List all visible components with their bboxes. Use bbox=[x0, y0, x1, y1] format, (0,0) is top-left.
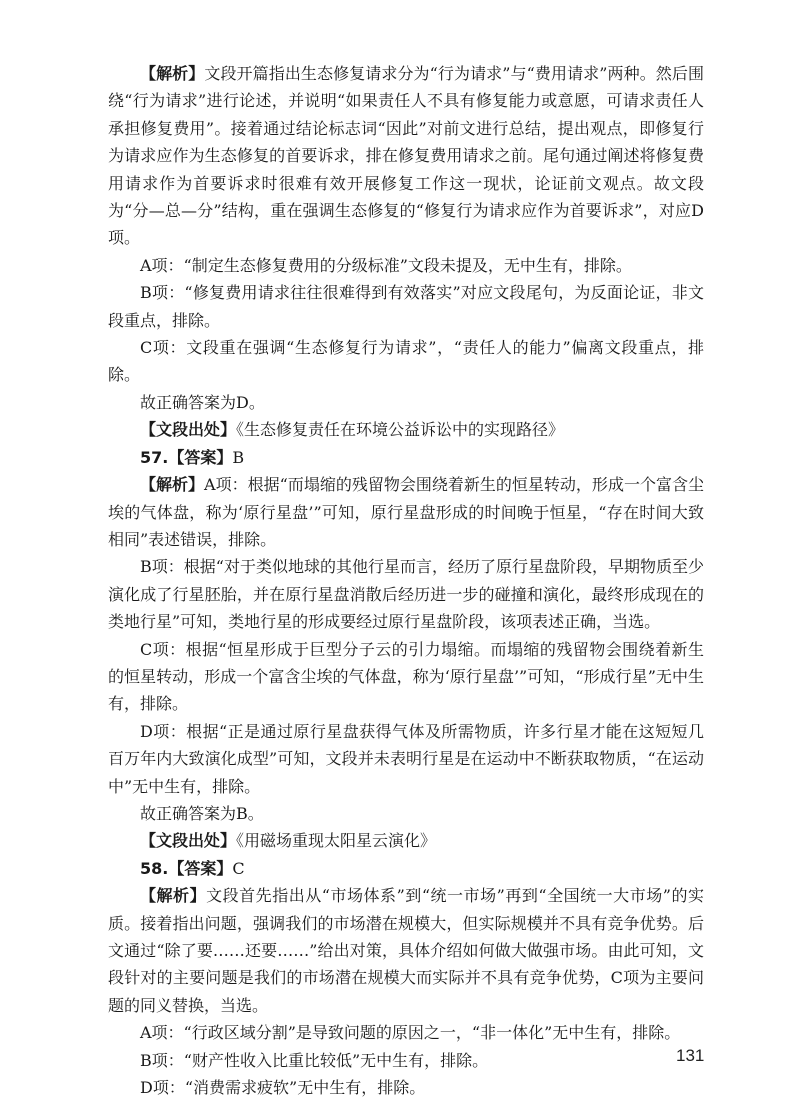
source-tag: 【文段出处】 bbox=[140, 831, 237, 851]
paragraph-57-answer: 57.【答案】B bbox=[140, 447, 245, 467]
paragraph-58-analysis: 【解析】文段首先指出从“市场体系”到“统一市场”再到“全国统一大市场”的实质。接着指出问题，强调我们的市场潜在规模大，但实际规模并不具有竞争优势。后文通过“除了要……还要……”给出对策，具体介绍如何做大做强市场。由此可知，文段针对的主要问题是我们的市场潜在规模大而实际并不具有竞争优势，C项为主要问题的同义替换，当选。 bbox=[108, 886, 704, 1015]
paragraph-56-option-c: C项：文段重在强调“生态修复行为请求”，“责任人的能力”偏离文段重点，排除。 bbox=[108, 338, 704, 385]
paragraph-56-option-a: A项：“制定生态修复费用的分级标准”文段未提及，无中生有，排除。 bbox=[140, 255, 632, 275]
paragraph-58-option-b: B项：“财产性收入比重比较低”无中生有，排除。 bbox=[140, 1050, 489, 1070]
paragraph-56-source: 【文段出处】《生态修复责任在环境公益诉讼中的实现路径》 bbox=[140, 420, 565, 440]
analysis-tag: 【解析】 bbox=[140, 64, 205, 83]
analysis-tag: 【解析】 bbox=[140, 886, 207, 906]
answer-tag: 57.【答案】 bbox=[140, 447, 233, 467]
page-number: 131 bbox=[676, 1046, 705, 1065]
paragraph-56-analysis: 【解析】文段开篇指出生态修复请求分为“行为请求”与“费用请求”两种。然后围绕“行为请求”进行论述，并说明“如果责任人不具有修复能力或意愿，可请求责任人承担修复费用”。接着通过结论标志词“因此”对前文进行总结，提出观点，即修复行为请求应作为生态修复的首要诉求，排在修复费用请求之前。尾句通过阐述将修复费用请求作为首要诉求时很难有效开展修复工作这一现状，论证前文观点。故文段为“分—总—分”结构，重在强调生态修复的“修复行为请求应作为首要诉求”，对应D项。 bbox=[108, 64, 704, 248]
paragraph-57-option-c: C项：根据“恒星形成于巨型分子云的引力塌缩。而塌缩的残留物会围绕着新生的恒星转动，形成一个富含尘埃的气体盘，称为‘原行星盘’”可知，“形成行星”无中生有，排除。 bbox=[108, 639, 704, 714]
paragraph-57-option-b: B项：根据“对于类似地球的其他行星而言，经历了原行星盘阶段，早期物质至少演化成了行星胚胎，并在原行星盘消散后经历进一步的碰撞和演化，最终形成现在的类地行星”可知，类地行星的形成要经过原行星盘阶段，该项表述正确，当选。 bbox=[108, 557, 704, 632]
paragraph-58-option-a: A项：“行政区域分割”是导致问题的原因之一，“非一体化”无中生有，排除。 bbox=[140, 1023, 681, 1043]
paragraph-57-source: 【文段出处】《用磁场重现太阳星云演化》 bbox=[140, 831, 437, 851]
analysis-tag: 【解析】 bbox=[140, 475, 205, 495]
paragraph-56-conclusion: 故正确答案为D。 bbox=[140, 392, 265, 412]
paragraph-57-conclusion: 故正确答案为B。 bbox=[140, 803, 264, 823]
answer-tag: 58.【答案】 bbox=[140, 858, 233, 878]
source-tag: 【文段出处】 bbox=[140, 420, 237, 440]
paragraph-58-answer: 58.【答案】C bbox=[140, 858, 245, 878]
answer-explanations bbox=[108, 60, 704, 1101]
paragraph-58-option-d: D项：“消费需求疲软”无中生有，排除。 bbox=[140, 1078, 426, 1098]
paragraph-57-analysis: 【解析】A项：根据“而塌缩的残留物会围绕着新生的恒星转动，形成一个富含尘埃的气体盘，称为‘原行星盘’”可知，原行星盘形成的时间晚于恒星，“存在时间大致相同”表述错误，排除。 bbox=[108, 475, 704, 549]
paragraph-57-option-d: D项：根据“正是通过原行星盘获得气体及所需物质，许多行星才能在这短短几百万年内大致演化成型”可知，文段并未表明行星是在运动中不断获取物质，“在运动中”无中生有，排除。 bbox=[108, 721, 704, 796]
paragraph-56-option-b: B项：“修复费用请求往往很难得到有效落实”对应文段尾句，为反面论证，非文段重点，排除。 bbox=[108, 283, 704, 330]
